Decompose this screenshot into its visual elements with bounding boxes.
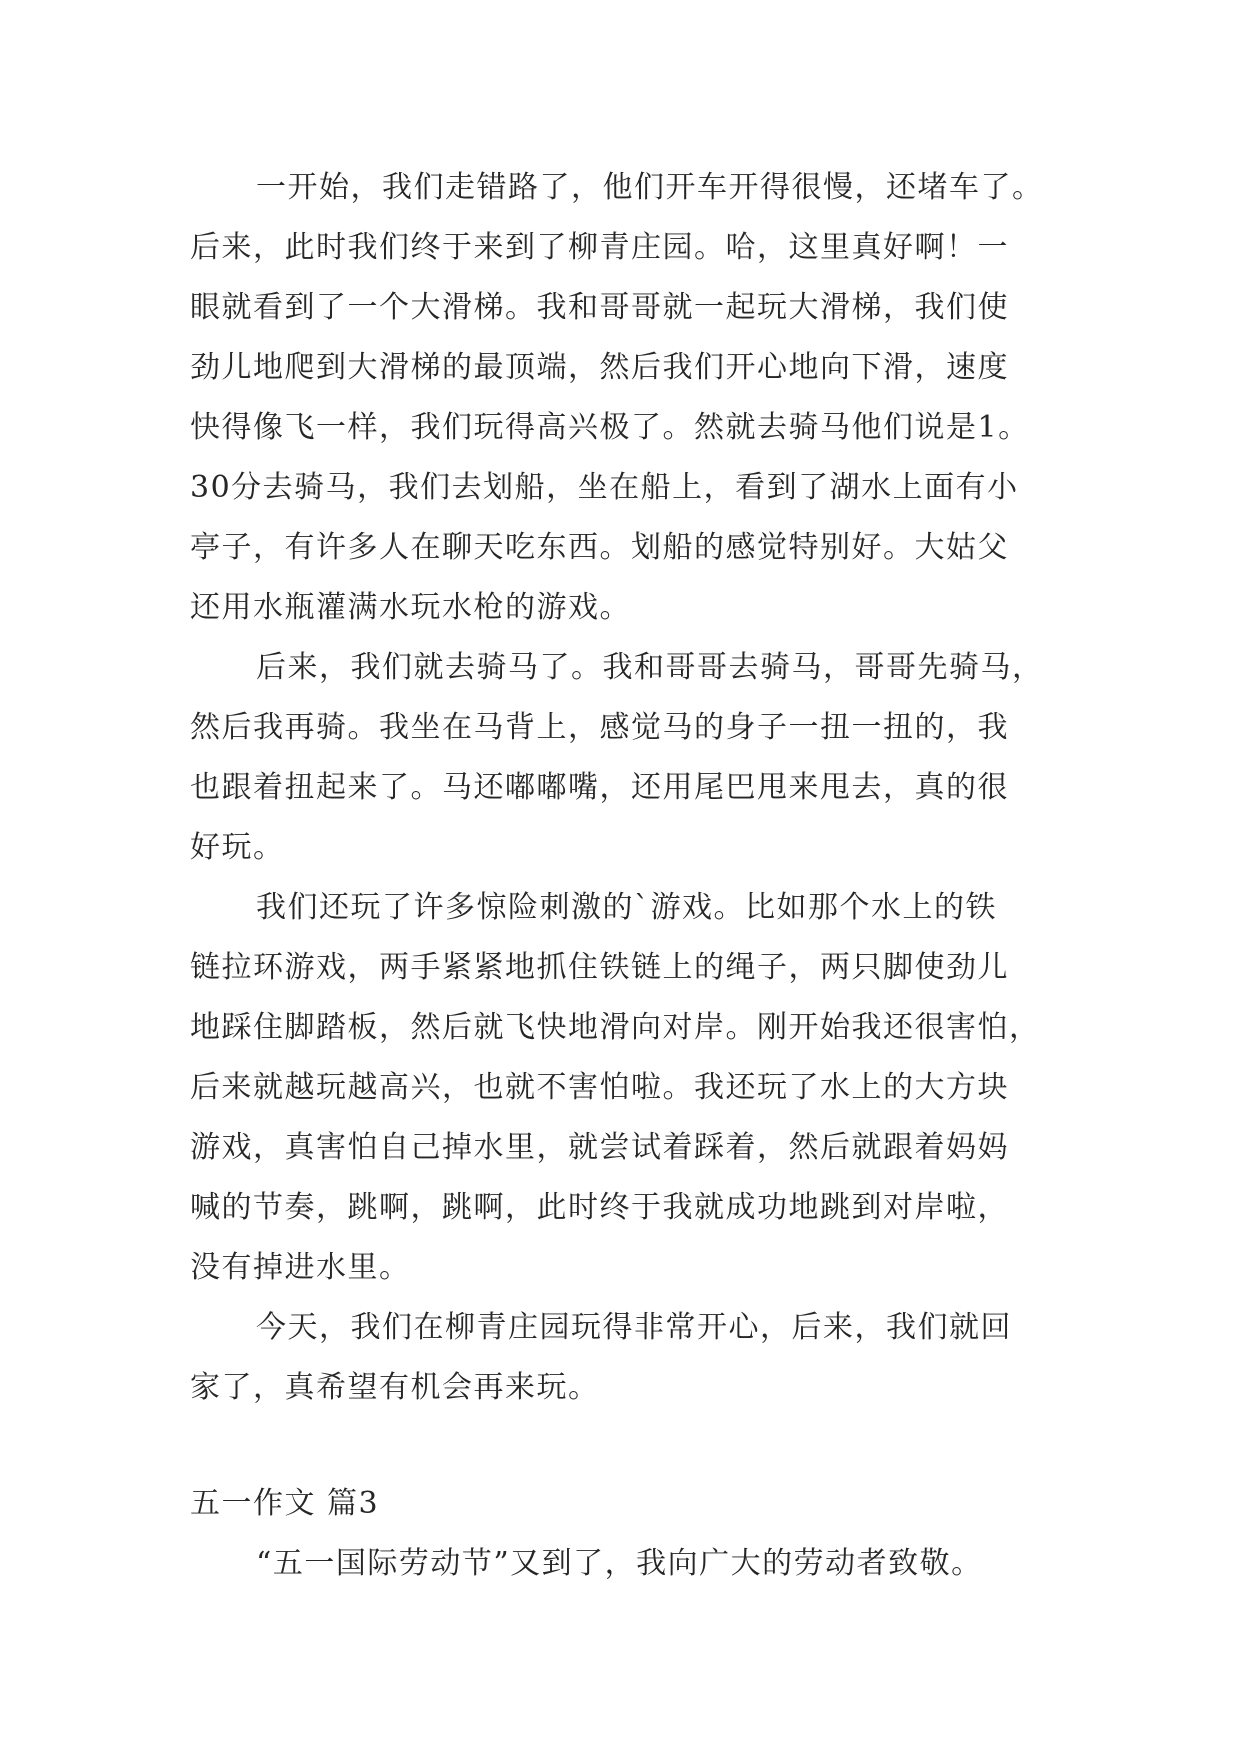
section-heading: 五一作文 篇3 <box>190 1486 380 1521</box>
paragraph-5: “五一国际劳动节”又到了，我向广大的劳动者致敬。 <box>256 1546 983 1581</box>
document-body <box>190 158 1070 1594</box>
paragraph-3: 我们还玩了许多惊险刺激的`游戏。比如那个水上的铁 链拉环游戏，两手紧紧地抓住铁链上的绳子，两只脚使劲儿 地踩住脚踏板，然后就飞快地滑向对岸。刚开始我还很害怕， 后来就越玩越高兴，也就不害怕啦。我还玩了水上的大方块 游戏，真害怕自己掉水里，就尝试着踩着，然后就跟着妈妈 喊的节奏，跳啊，跳啊，此时终于我就成功地跳到对岸啦， 没有掉进水里。 <box>190 890 1041 1285</box>
paragraph-1: 一开始，我们走错路了，他们开车开得很慢，还堵车了。 后来，此时我们终于来到了柳青庄园。哈，这里真好啊！一 眼就看到了一个大滑梯。我和哥哥就一起玩大滑梯，我们使 劲儿地爬到大滑梯的最顶端，然后我们开心地向下滑，速度 快得像飞一样，我们玩得高兴极了。然就去骑马他们说是1。 30分去骑马，我们去划船，坐在船上，看到了湖水上面有小 亭子，有许多人在聊天吃东西。划船的感觉特别好。大姑父 还用水瓶灌满水玩水枪的游戏。 <box>190 170 1044 625</box>
paragraph-2: 后来，我们就去骑马了。我和哥哥去骑马，哥哥先骑马， 然后我再骑。我坐在马背上，感觉马的身子一扭一扭的，我 也跟着扭起来了。马还嘟嘟嘴，还用尾巴甩来甩去，真的很 好玩。 <box>190 650 1044 865</box>
paragraph-4: 今天，我们在柳青庄园玩得非常开心，后来，我们就回 家了，真希望有机会再来玩。 <box>190 1310 1012 1405</box>
